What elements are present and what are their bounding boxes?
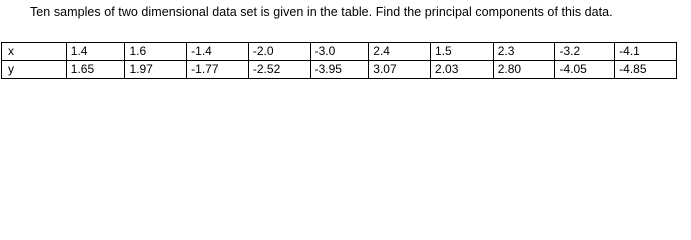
table-cell: -2.0 <box>248 43 310 61</box>
row-label-y: y <box>2 61 67 79</box>
table-row-y <box>2 61 677 79</box>
table-cell: 1.4 <box>66 43 125 61</box>
table-cell: -1.77 <box>187 61 249 79</box>
table-row-x <box>2 43 677 61</box>
table-cell: 3.07 <box>369 61 431 79</box>
table-cell: 1.6 <box>125 43 187 61</box>
row-label-x: x <box>2 43 67 61</box>
table-cell: -3.0 <box>310 43 369 61</box>
question-text: Ten samples of two dimensional data set is given in the table. Find the principal components of this data. <box>30 5 613 19</box>
table-cell: 1.65 <box>66 61 125 79</box>
table-cell: -4.85 <box>615 61 677 79</box>
table-cell: 2.3 <box>493 43 555 61</box>
table-cell: 1.5 <box>431 43 494 61</box>
table-cell: -2.52 <box>248 61 310 79</box>
table-cell: -1.4 <box>187 43 249 61</box>
table-cell: 1.97 <box>125 61 187 79</box>
table-cell: -3.95 <box>310 61 369 79</box>
data-table <box>1 42 677 79</box>
table-cell: 2.4 <box>369 43 431 61</box>
table-cell: 2.03 <box>431 61 494 79</box>
table-cell: 2.80 <box>493 61 555 79</box>
table-cell: -3.2 <box>555 43 615 61</box>
table-cell: -4.05 <box>555 61 615 79</box>
table-cell: -4.1 <box>615 43 677 61</box>
